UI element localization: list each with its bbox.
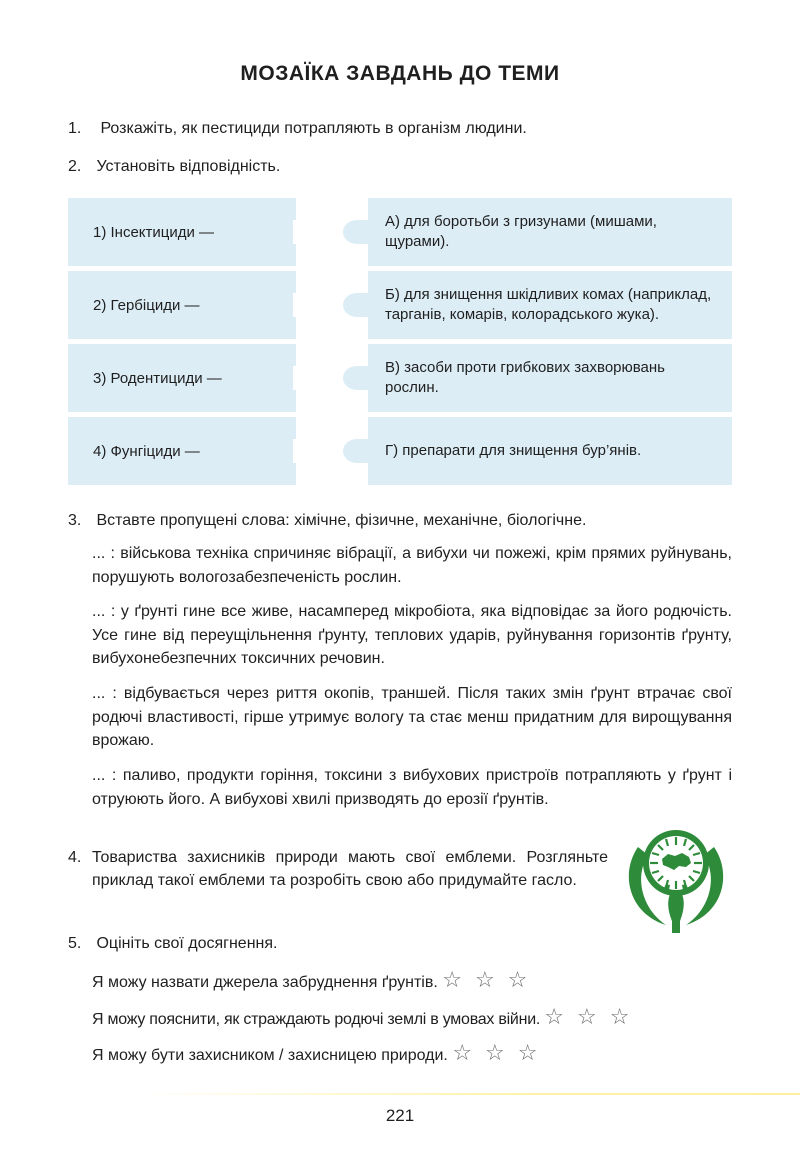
eco-emblem-icon <box>622 825 730 935</box>
self-assessment-item: Я можу пояснити, як страждають родючі землі в умовах війни. ☆ ☆ ☆ <box>92 1005 633 1030</box>
star-rating[interactable]: ☆ ☆ ☆ <box>544 1005 633 1030</box>
match-right-item[interactable]: Б) для знищення шкідливих комах (наприклад, тарганів, комарів, колорадського жука). <box>368 271 732 339</box>
puzzle-tab <box>343 293 371 317</box>
fill-in-paragraph: ... : військова техніка спричиняє вібрації, а вибухи чи пожежі, крім прямих руйнувань, порушують вологозабезпеченість рослин. <box>92 545 732 586</box>
matching-puzzle <box>68 198 732 486</box>
puzzle-notch <box>293 293 321 317</box>
page-number: 221 <box>385 1106 415 1125</box>
match-right-item[interactable]: Г) препарати для знищення бур’янів. <box>368 417 732 485</box>
question-3 <box>68 509 586 532</box>
puzzle-tab <box>343 366 371 390</box>
star-rating[interactable]: ☆ ☆ ☆ <box>442 968 531 993</box>
question-text: Установіть відповідність. <box>96 158 281 175</box>
question-1 <box>68 117 527 140</box>
puzzle-notch <box>293 220 321 244</box>
question-number: 5. <box>68 935 82 952</box>
puzzle-notch <box>293 439 321 463</box>
page-title: МОЗАЇКА ЗАВДАНЬ ДО ТЕМИ <box>240 62 560 85</box>
question-number: 3. <box>68 512 82 529</box>
question-text: Товариства захисників природи мають свої емблеми. Розгляньте приклад такої емблеми та розробіть свою або придумайте гасло. <box>92 849 608 889</box>
question-text: Вставте пропущені слова: хімічне, фізичне, механічне, біологічне. <box>96 512 587 529</box>
question-number: 2. <box>68 158 82 175</box>
match-right-item[interactable]: А) для боротьби з гризунами (мишами, щурами). <box>368 198 732 266</box>
question-4 <box>68 846 608 892</box>
fill-in-paragraph: ... : у ґрунті гине все живе, насамперед мікробіота, яка відповідає за його родючість. Усе гине від переущільнення ґрунту, теплових ударів, руйнування горизонтів ґрунту, вибухонебезпечних токсичних речовин. <box>92 603 732 667</box>
puzzle-tab <box>343 220 371 244</box>
question-text: Оцініть свої досягнення. <box>96 935 278 952</box>
self-assessment-item: Я можу бути захисником / захисницею природи. ☆ ☆ ☆ <box>92 1041 541 1066</box>
fill-in-paragraph: ... : відбувається через риття окопів, траншей. Після таких змін ґрунт втрачає свої родючі властивості, гірше утримує вологу та стає менш придатним для вирощування врожаю. <box>92 685 732 749</box>
fill-in-paragraph: ... : паливо, продукти горіння, токсини з вибухових пристроїв потрапляють у ґрунт і отруюють його. А вибухові хвилі призводять до ерозії ґрунтів. <box>92 767 732 808</box>
star-rating[interactable]: ☆ ☆ ☆ <box>452 1041 541 1066</box>
match-left-item[interactable]: 4) Фунгіциди — <box>68 417 296 485</box>
match-right-item[interactable]: В) засоби проти грибкових захворювань рослин. <box>368 344 732 412</box>
puzzle-tab <box>343 439 371 463</box>
question-text: Розкажіть, як пестициди потрапляють в організм людини. <box>100 120 527 137</box>
question-number: 4. <box>68 849 82 866</box>
match-left-item[interactable]: 1) Інсектициди — <box>68 198 296 266</box>
question-number: 1. <box>68 120 82 137</box>
puzzle-notch <box>293 366 321 390</box>
self-assessment-item: Я можу назвати джерела забруднення ґрунтів. ☆ ☆ ☆ <box>92 968 531 993</box>
match-left-item[interactable]: 3) Родентициди — <box>68 344 296 412</box>
footer-divider <box>130 1093 800 1095</box>
question-2 <box>68 155 280 178</box>
match-left-item[interactable]: 2) Гербіциди — <box>68 271 296 339</box>
question-5 <box>68 932 277 955</box>
